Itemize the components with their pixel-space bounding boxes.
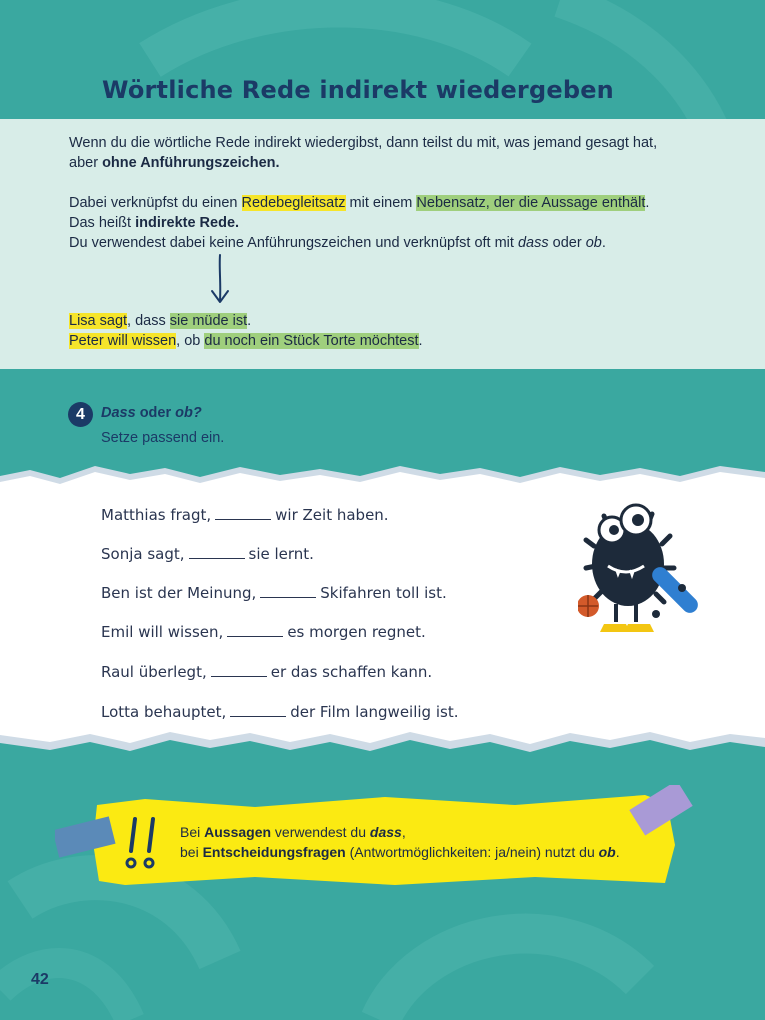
exercise-item-1: Matthias fragt, wir Zeit haben.: [101, 506, 389, 524]
answer-blank-5[interactable]: [211, 662, 267, 677]
double-exclamation-icon: [125, 815, 165, 871]
highlight-redebegleitsatz: Redebegleitsatz: [241, 195, 346, 211]
example-sentence-2: Peter will wissen, ob du noch ein Stück Torte möchtest.: [69, 333, 423, 349]
answer-blank-6[interactable]: [230, 702, 286, 717]
page-title: Wörtliche Rede indirekt wiedergeben: [102, 76, 614, 104]
task-number-badge: 4: [68, 402, 93, 427]
task-title: Dass oder ob?: [101, 405, 202, 421]
highlight-nebensatz: Nebensatz, der die Aussage enthält: [416, 195, 646, 211]
answer-blank-2[interactable]: [189, 544, 245, 559]
explanation-line-2: aber ohne Anführungszeichen.: [69, 155, 280, 171]
explanation-line-5: Du verwendest dabei keine Anführungszeichen und verknüpfst oft mit dass oder ob.: [69, 235, 606, 251]
tip-note: [55, 785, 695, 900]
arrow-down-icon: [206, 253, 236, 308]
exercise-item-3: Ben ist der Meinung, Skifahren toll ist.: [101, 584, 447, 602]
example-sentence-1: Lisa sagt, dass sie müde ist.: [69, 313, 252, 329]
page-number: 42: [31, 971, 49, 988]
explanation-box: [0, 119, 765, 369]
monster-illustration: [578, 496, 698, 646]
explanation-line-4: Das heißt indirekte Rede.: [69, 215, 240, 231]
tip-line-1: Bei Aussagen verwendest du dass,: [180, 824, 406, 840]
answer-blank-1[interactable]: [215, 505, 271, 520]
exercise-item-2: Sonja sagt, sie lernt.: [101, 545, 314, 563]
explanation-line-1: Wenn du die wörtliche Rede indirekt wiedergibst, dann teilst du mit, was jemand gesagt hat,: [69, 135, 658, 151]
exercise-item-4: Emil will wissen, es morgen regnet.: [101, 623, 426, 641]
exercise-item-5: Raul überlegt, er das schaffen kann.: [101, 663, 433, 681]
answer-blank-4[interactable]: [227, 622, 283, 637]
answer-blank-3[interactable]: [260, 583, 316, 598]
explanation-line-3: Dabei verknüpfst du einen Redebegleitsatz mit einem Nebensatz, der die Aussage enthält.: [69, 195, 650, 211]
exercise-item-6: Lotta behauptet, der Film langweilig ist.: [101, 703, 459, 721]
tip-line-2: bei Entscheidungsfragen (Antwortmöglichkeiten: ja/nein) nutzt du ob.: [180, 844, 620, 860]
task-instruction: Setze passend ein.: [101, 430, 225, 446]
